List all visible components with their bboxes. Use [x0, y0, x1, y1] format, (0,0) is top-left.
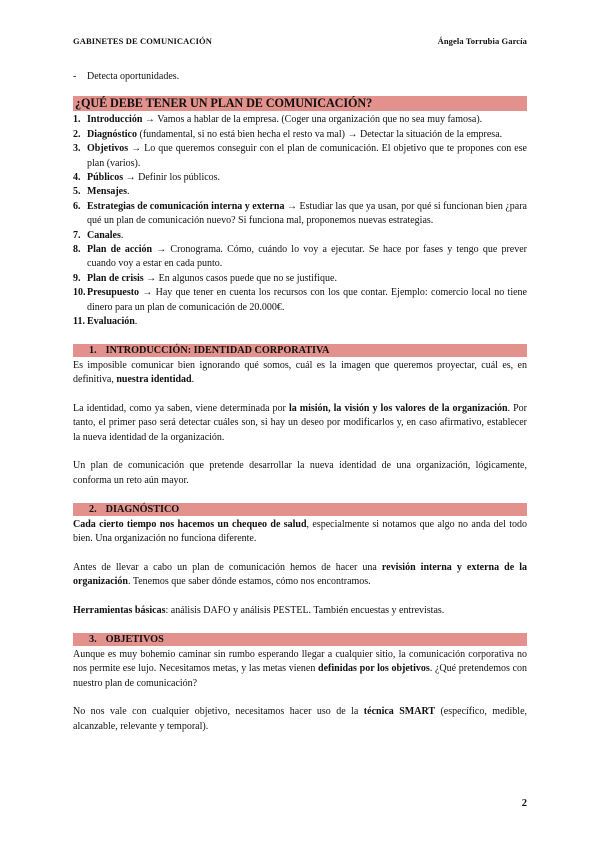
list-item-description: → Lo que queremos conseguir con el plan de comunicación. El objetivo que te propones con ese plan (varios).	[87, 143, 527, 169]
list-item-description: → Hay que tener en cuenta los recursos con los que contar. Ejemplo: comercio local no tiene dinero para un plan de comunicación de 20.000€.	[87, 287, 527, 313]
list-number: 3.	[73, 143, 81, 155]
list-item-term: Objetivos	[87, 143, 129, 155]
paragraph: Es imposible comunicar bien ignorando qué somos, cuál es la imagen que queremos proyectar, cuál es, en definitiva, nuestra identidad.	[73, 359, 527, 385]
list-item-description: → Definir los públicos.	[123, 172, 221, 184]
section-number: 2.	[89, 503, 97, 515]
list-item-description: → Estudiar las que ya usan, por qué si funcionan bien ¿para qué un plan de comunicación nuevo? Si funciona mal, proponemos nuevas estrategias.	[87, 200, 527, 227]
plan-list-item	[73, 200, 527, 229]
list-number: 2.	[73, 128, 81, 140]
list-item-text	[87, 171, 527, 185]
header-author: Ángela Torrubia García	[437, 36, 527, 46]
list-item-text	[87, 229, 527, 243]
main-heading: ¿QUÉ DEBE TENER UN PLAN DE COMUNICACIÓN?	[73, 96, 527, 111]
plan-list-item	[73, 315, 527, 329]
list-number: 8.	[73, 244, 81, 256]
section-title: INTRODUCCIÓN: IDENTIDAD CORPORATIVA	[105, 344, 330, 356]
list-number: 9.	[73, 272, 81, 284]
list-item-term: Introducción	[87, 114, 143, 126]
list-number: 1.	[73, 114, 81, 126]
paragraph: Cada cierto tiempo nos hacemos un chequeo de salud, especialmente si notamos que algo no anda del todo bien. Una organización no funciona diferente.	[73, 518, 527, 544]
list-item-term: Públicos	[87, 172, 124, 184]
plan-list-item	[73, 113, 527, 127]
bullet-text: Detecta oportunidades.	[87, 71, 180, 82]
section-title: OBJETIVOS	[105, 633, 164, 645]
list-number: 10.	[73, 287, 86, 299]
list-item-term: Presupuesto	[87, 287, 140, 299]
plan-list-item	[73, 243, 527, 272]
list-item-term: Diagnóstico	[87, 128, 137, 140]
list-number: 11.	[73, 316, 85, 328]
section-heading-introduccion	[73, 344, 527, 357]
list-item-description: → Cronograma. Cómo, cuándo lo voy a ejecutar. Se hace por fases y tengo que prever cuando voy a estar en cada punto.	[87, 244, 527, 270]
list-item-description: (fundamental, si no está bien hecha el resto va mal) → Detectar la situación de la empresa.	[137, 128, 503, 140]
list-item-description: .	[134, 316, 138, 328]
list-item-text	[87, 200, 527, 229]
section-number: 1.	[89, 344, 97, 356]
plan-list-item	[73, 185, 527, 199]
page-content	[73, 70, 527, 749]
plan-list-item	[73, 229, 527, 243]
page-number: 2	[521, 798, 527, 809]
list-item-text	[87, 142, 527, 171]
list-item-term: Canales	[87, 229, 121, 241]
list-item-text	[87, 272, 527, 286]
list-item-text	[87, 315, 527, 329]
list-item-description: .	[127, 186, 130, 198]
list-item-text	[87, 128, 527, 142]
list-number: 5.	[73, 186, 81, 198]
section-heading-objetivos	[73, 633, 527, 646]
list-item-term: Plan de crisis	[87, 272, 144, 284]
paragraph: Antes de llevar a cabo un plan de comunicación hemos de hacer una revisión interna y externa de la organización. Tenemos que saber dónde estamos, cómo nos encontramos.	[73, 561, 527, 588]
paragraph: Aunque es muy bohemio caminar sin rumbo esperando llegar a cualquier sitio, la comunicación corporativa no nos permite ese lujo. Necesitamos metas, y las metas vienen definidas por los objetivos. ¿Qué pretendemos con nuestro plan de comunicación?	[73, 648, 527, 689]
plan-list-item	[73, 171, 527, 185]
list-item-term: Estrategias de comunicación interna y externa	[87, 200, 285, 212]
list-item-text	[87, 243, 527, 272]
plan-list-item	[73, 128, 527, 142]
list-item-text	[87, 185, 527, 199]
plan-list-item	[73, 142, 527, 171]
plan-list-item	[73, 286, 527, 315]
list-item-description: .	[120, 229, 124, 241]
list-number: 6.	[73, 200, 81, 212]
list-number: 7.	[73, 229, 81, 241]
paragraph: Herramientas básicas: análisis DAFO y análisis PESTEL. También encuestas y entrevistas.	[73, 604, 445, 616]
list-item-description: → Vamos a hablar de la empresa. (Coger una organización que no sea muy famosa).	[142, 114, 483, 126]
list-item-term: Evaluación	[87, 316, 135, 328]
list-item-description: → En algunos casos puede que no se justifique.	[143, 272, 337, 284]
section-number: 3.	[89, 633, 97, 645]
plan-list-item	[73, 272, 527, 286]
plan-list	[73, 113, 527, 329]
list-number: 4.	[73, 172, 81, 184]
paragraph: No nos vale con cualquier objetivo, necesitamos hacer uso de la técnica SMART (específico, medible, alcanzable, relevante y temporal).	[73, 706, 528, 732]
bullet-item	[73, 70, 527, 84]
dash-marker: -	[73, 71, 77, 82]
paragraph: Un plan de comunicación que pretende desarrollar la nueva identidad de una organización, lógicamente, conforma un reto aún mayor.	[73, 460, 527, 486]
paragraph: La identidad, como ya saben, viene determinada por la misión, la visión y los valores de la organización. Por tanto, el primer paso será detectar cuáles son, si hay un deseo por modificarlos y, en caso afirmativo, establecer la nueva identidad de la organización.	[73, 402, 527, 443]
section-heading-diagnostico	[73, 503, 527, 516]
list-item-term: Mensajes	[87, 186, 127, 198]
list-item-text	[87, 286, 527, 315]
list-item-text	[87, 113, 527, 127]
list-item-term: Plan de acción	[87, 244, 153, 256]
section-title: DIAGNÓSTICO	[105, 503, 180, 515]
header-course-title: GABINETES DE COMUNICACIÓN	[73, 36, 212, 46]
